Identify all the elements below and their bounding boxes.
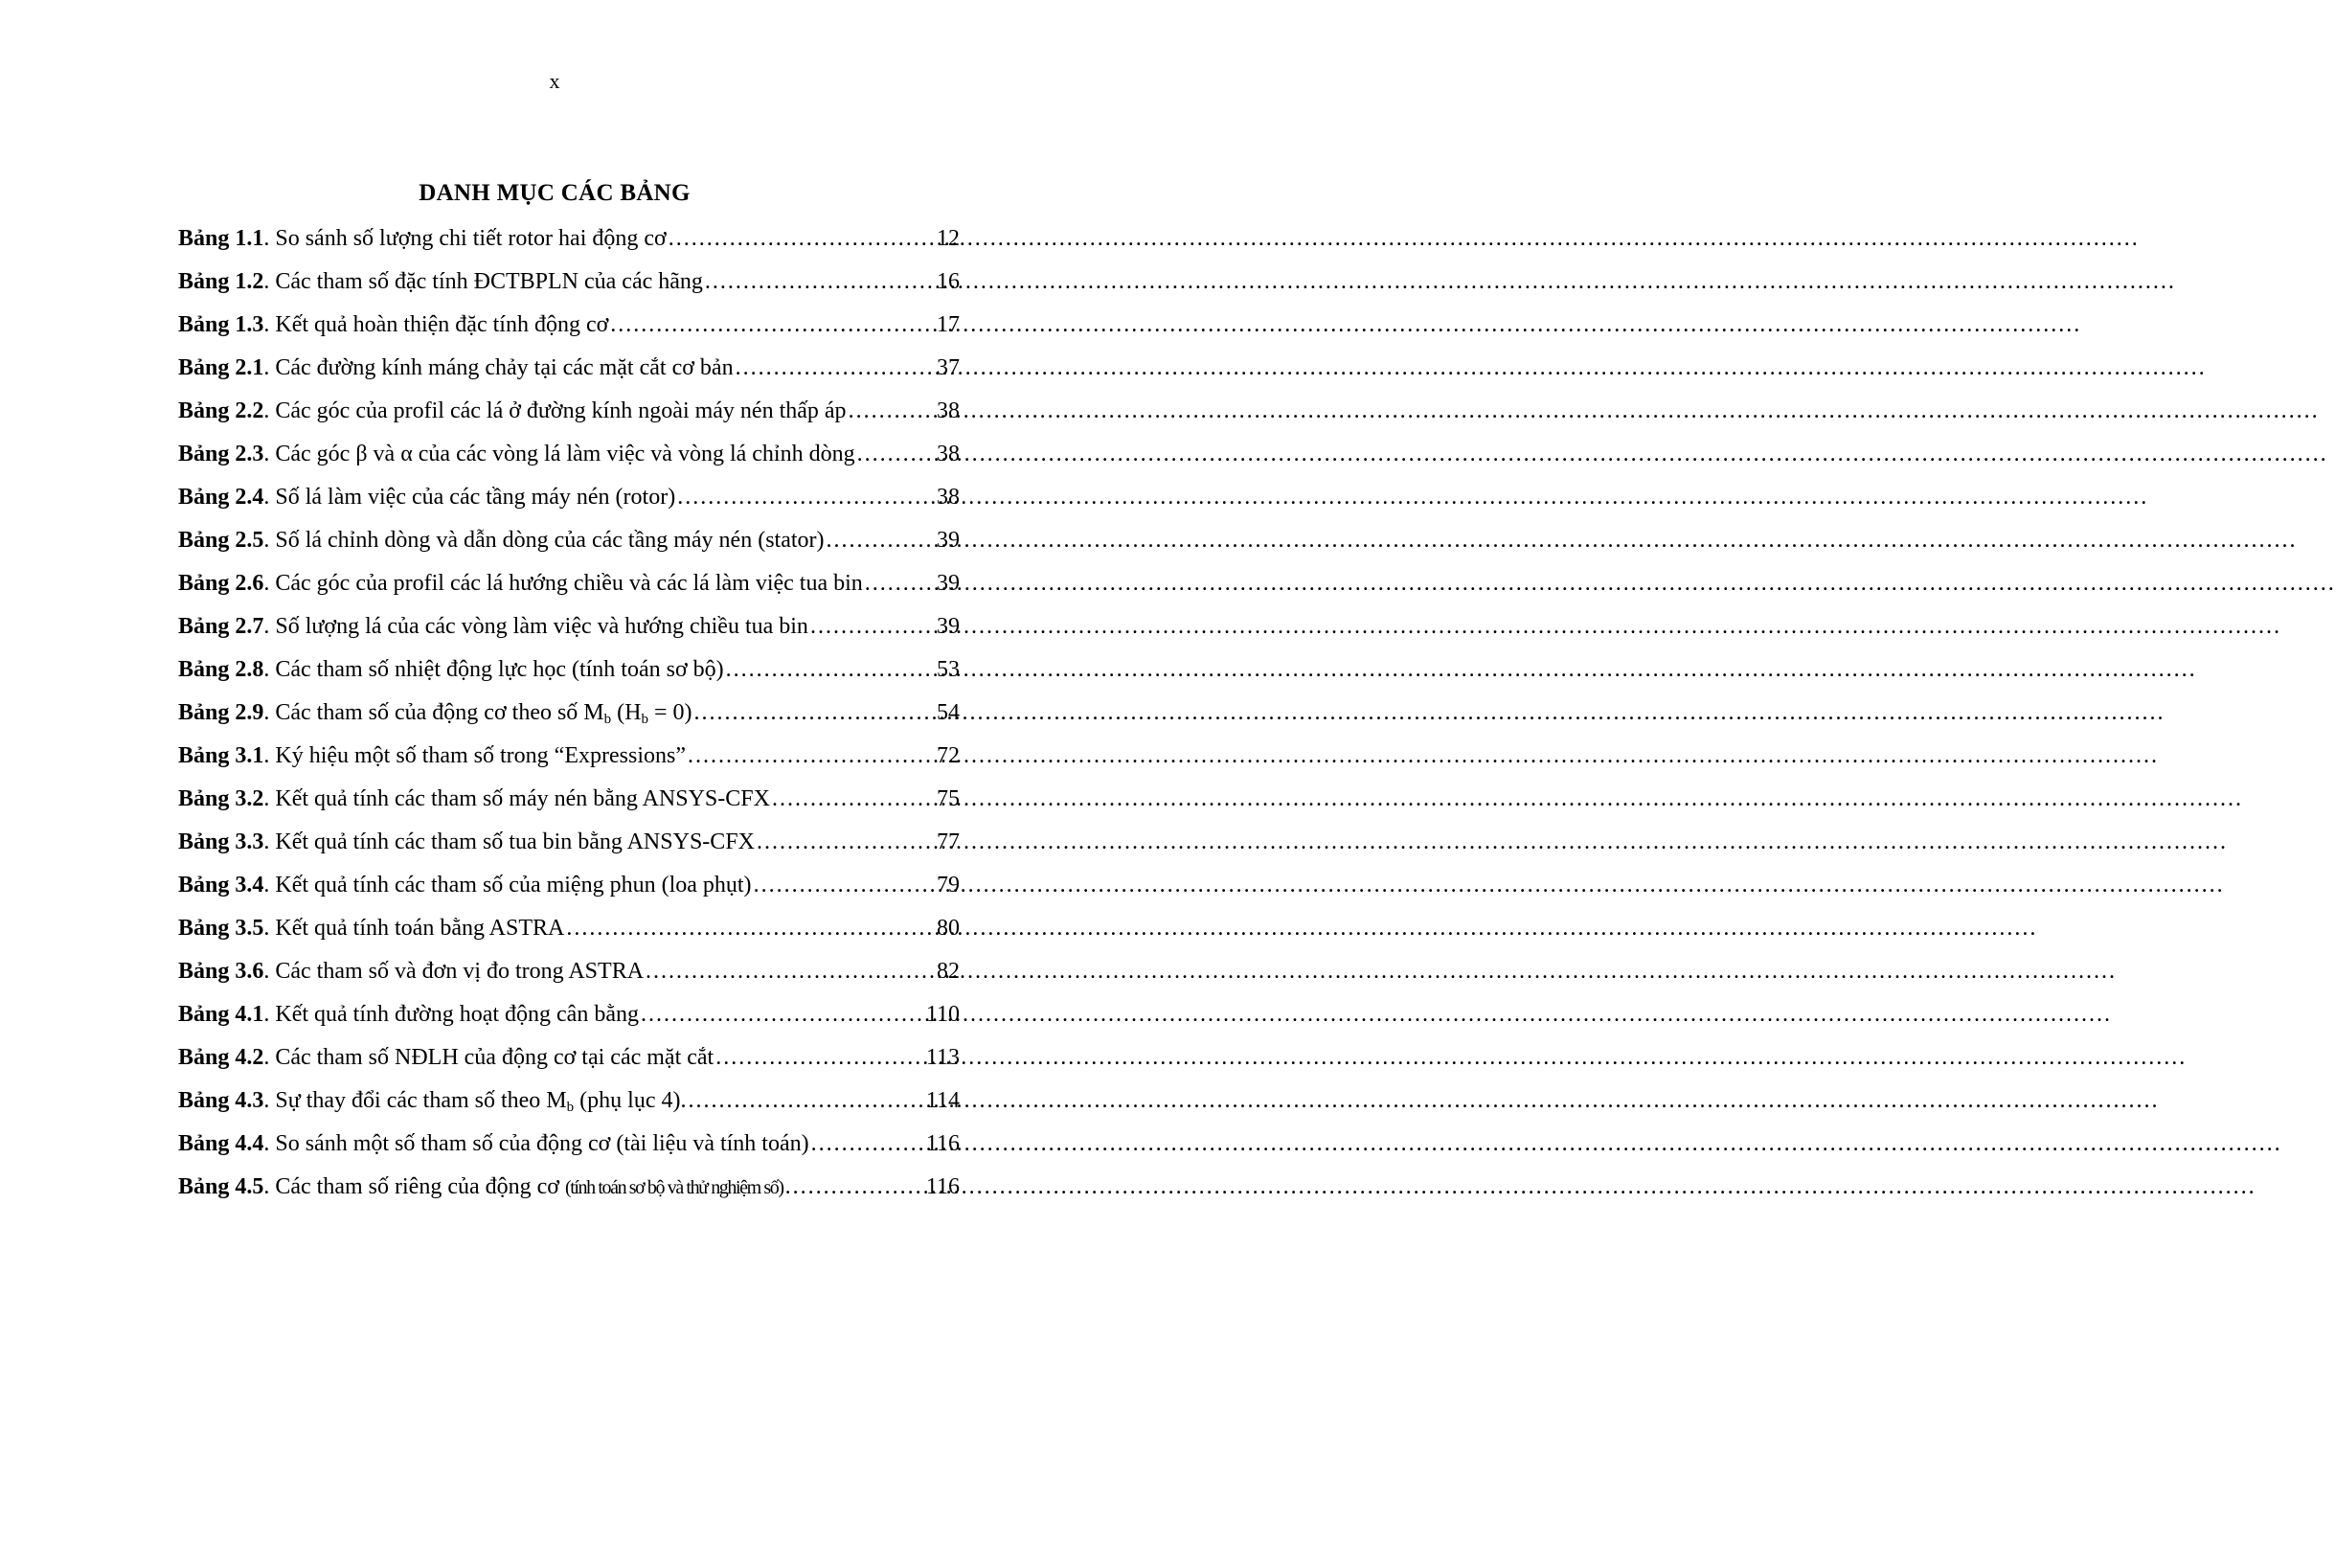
dot-leader bbox=[770, 778, 933, 821]
entry-label: Bảng 2.2 bbox=[178, 398, 264, 423]
entry-text: Các tham số và đơn vị đo trong ASTRA bbox=[275, 959, 645, 984]
entry-page: 38 bbox=[937, 398, 960, 423]
entry-page: 80 bbox=[937, 916, 960, 941]
dot-leader bbox=[724, 648, 933, 692]
entry-text-part: Các tham số riêng của động cơ bbox=[275, 1174, 565, 1199]
dot-leader bbox=[686, 1079, 921, 1123]
entry-text-part: Sự thay đổi các tham số theo M bbox=[275, 1088, 567, 1113]
dot-leader bbox=[644, 950, 933, 993]
dot-leader bbox=[703, 261, 933, 304]
dot-leader bbox=[847, 390, 933, 433]
entry-label: Bảng 4.5 bbox=[178, 1174, 264, 1199]
entry-text-part: (H bbox=[611, 700, 642, 725]
entry-page: 39 bbox=[937, 571, 960, 596]
toc-entry[interactable]: Bảng 4.5 . Các tham số riêng của động cơ (tính toán sơ bộ và thử nghiệm số) ..... 116 bbox=[178, 1166, 960, 1209]
entry-label: Bảng 4.3 bbox=[178, 1088, 264, 1113]
entry-label: Bảng 1.2 bbox=[178, 269, 264, 294]
entry-label: Bảng 4.2 bbox=[178, 1045, 264, 1070]
dot-leader bbox=[808, 605, 933, 648]
entry-text-part: (phụ lục 4). bbox=[574, 1088, 687, 1113]
entry-text-part: = 0) bbox=[647, 700, 692, 725]
entry-text: Các góc của profil các lá hướng chiều và các lá làm việc tua bin bbox=[275, 571, 863, 596]
toc-entry[interactable]: Bảng 1.1 . So sánh số lượng chi tiết rotor hai động cơ ..... 12 bbox=[178, 217, 960, 261]
entry-page: 54 bbox=[937, 700, 960, 725]
toc-entry[interactable]: Bảng 2.2 . Các góc của profil các lá ở đường kính ngoài máy nén thấp áp ..... 38 bbox=[178, 390, 960, 433]
entry-page: 38 bbox=[937, 442, 960, 466]
toc-entry[interactable]: Bảng 3.2 . Kết quả tính các tham số máy nén bằng ANSYS-CFX ..... 75 bbox=[178, 778, 960, 821]
dot-leader bbox=[564, 907, 933, 950]
entry-label: Bảng 3.5 bbox=[178, 916, 264, 941]
entry-page: 77 bbox=[937, 829, 960, 854]
page-title: DANH MỤC CÁC BẢNG bbox=[419, 180, 691, 206]
dot-leader bbox=[825, 519, 933, 562]
entry-label: Bảng 1.1 bbox=[178, 226, 264, 251]
toc-entry[interactable]: Bảng 2.5 . Số lá chỉnh dòng và dẫn dòng của các tầng máy nén (stator) ..... 39 bbox=[178, 519, 960, 562]
toc-entry[interactable]: Bảng 2.4 . Số lá làm việc của các tầng máy nén (rotor) ..... 38 bbox=[178, 476, 960, 519]
entry-label: Bảng 1.3 bbox=[178, 312, 264, 337]
dot-leader bbox=[608, 304, 933, 347]
entry-text: Các tham số đặc tính ĐCTBPLN của các hãng bbox=[275, 269, 703, 294]
entry-label: Bảng 2.5 bbox=[178, 528, 264, 553]
entry-page: 37 bbox=[937, 355, 960, 380]
subscript: b bbox=[566, 1100, 575, 1115]
entry-text bbox=[275, 1166, 782, 1210]
entry-label: Bảng 2.7 bbox=[178, 614, 264, 639]
entry-label: Bảng 2.3 bbox=[178, 442, 264, 466]
dot-leader bbox=[863, 562, 933, 605]
dot-leader bbox=[639, 993, 922, 1036]
dot-leader bbox=[752, 864, 933, 907]
toc-entry[interactable]: Bảng 4.2 . Các tham số NĐLH của động cơ tại các mặt cắt ..... 113 bbox=[178, 1036, 960, 1079]
toc-entry[interactable]: Bảng 4.1 . Kết quả tính đường hoạt động cân bằng ..... 110 bbox=[178, 993, 960, 1036]
dot-leader bbox=[783, 1166, 922, 1209]
toc-entry[interactable]: Bảng 4.4 . So sánh một số tham số của động cơ (tài liệu và tính toán) ..... 116 bbox=[178, 1123, 960, 1166]
condensed-text: (tính toán sơ bộ và thử nghiệm số) bbox=[564, 1177, 783, 1198]
entry-page: 16 bbox=[937, 269, 960, 294]
dot-leader bbox=[667, 217, 933, 261]
entry-text: Kết quả tính các tham số của miệng phun (loa phụt) bbox=[275, 873, 752, 898]
entry-page: 79 bbox=[937, 873, 960, 898]
toc-entry[interactable]: Bảng 3.3 . Kết quả tính các tham số tua bin bằng ANSYS-CFX ..... 77 bbox=[178, 821, 960, 864]
entry-label: Bảng 2.6 bbox=[178, 571, 264, 596]
entry-page: 116 bbox=[925, 1131, 960, 1156]
entry-text: Các tham số NĐLH của động cơ tại các mặt cắt bbox=[275, 1045, 714, 1070]
toc-entry[interactable]: Bảng 3.6 . Các tham số và đơn vị đo trong ASTRA ..... 82 bbox=[178, 950, 960, 993]
entry-page: 39 bbox=[937, 614, 960, 639]
entry-text: So sánh một số tham số của động cơ (tài liệu và tính toán) bbox=[275, 1131, 809, 1156]
toc-entry[interactable]: Bảng 2.9 . Các tham số của động cơ theo số $M_b$ $(H_b = 0)$ ..... 54 bbox=[178, 692, 960, 735]
entry-text: Kết quả tính các tham số máy nén bằng ANSYS-CFX bbox=[275, 786, 770, 811]
entry-page: 12 bbox=[937, 226, 960, 251]
toc-entry[interactable]: Bảng 3.1 . Ký hiệu một số tham số trong “Expressions” ..... 72 bbox=[178, 735, 960, 778]
toc-entry[interactable]: Bảng 3.5 . Kết quả tính toán bằng ASTRA ..... 80 bbox=[178, 907, 960, 950]
entry-label: Bảng 3.6 bbox=[178, 959, 264, 984]
dot-leader bbox=[755, 821, 933, 864]
entry-text: Các đường kính máng chảy tại các mặt cắt cơ bản bbox=[275, 355, 734, 380]
toc-entry[interactable]: Bảng 2.1 . Các đường kính máng chảy tại các mặt cắt cơ bản ..... 37 bbox=[178, 347, 960, 390]
entry-page: 53 bbox=[937, 657, 960, 682]
subscript: b bbox=[603, 712, 612, 727]
entry-text: Các góc β và α của các vòng lá làm việc và vòng lá chỉnh dòng bbox=[275, 442, 855, 466]
document-page bbox=[0, 0, 1109, 1568]
dot-leader bbox=[855, 433, 933, 476]
page-number: x bbox=[549, 69, 560, 93]
entry-text: Ký hiệu một số tham số trong “Expressions” bbox=[275, 743, 686, 768]
entry-text: Kết quả tính các tham số tua bin bằng ANSYS-CFX bbox=[275, 829, 755, 854]
toc-entry[interactable]: Bảng 1.3 . Kết quả hoàn thiện đặc tính động cơ ..... 17 bbox=[178, 304, 960, 347]
toc-entry[interactable]: Bảng 2.7 . Số lượng lá của các vòng làm việc và hướng chiều tua bin ..... 39 bbox=[178, 605, 960, 648]
entry-label: Bảng 3.2 bbox=[178, 786, 264, 811]
entry-page: 82 bbox=[937, 959, 960, 984]
dot-leader bbox=[692, 692, 933, 735]
entry-text: Kết quả tính toán bằng ASTRA bbox=[275, 916, 565, 941]
entry-label: Bảng 2.9 bbox=[178, 700, 264, 725]
toc-entry[interactable]: Bảng 1.2 . Các tham số đặc tính ĐCTBPLN của các hãng ..... 16 bbox=[178, 261, 960, 304]
toc-entry[interactable]: Bảng 2.3 . Các góc β và α của các vòng lá làm việc và vòng lá chỉnh dòng ..... 38 bbox=[178, 433, 960, 476]
entry-label: Bảng 2.4 bbox=[178, 485, 264, 510]
entry-label: Bảng 3.1 bbox=[178, 743, 264, 768]
entry-label: Bảng 3.4 bbox=[178, 873, 264, 898]
toc-entry[interactable]: Bảng 2.8 . Các tham số nhiệt động lực học (tính toán sơ bộ) ..... 53 bbox=[178, 648, 960, 692]
dot-leader bbox=[675, 476, 933, 519]
entry-page: 38 bbox=[937, 485, 960, 510]
entry-page: 72 bbox=[937, 743, 960, 768]
entry-page: 116 bbox=[925, 1174, 960, 1199]
entry-text-part: Các tham số của động cơ theo số M bbox=[275, 700, 604, 725]
entry-text: Số lượng lá của các vòng làm việc và hướng chiều tua bin bbox=[275, 614, 808, 639]
subscript: b bbox=[641, 712, 648, 727]
entry-label: Bảng 2.8 bbox=[178, 657, 264, 682]
entry-label: Bảng 4.1 bbox=[178, 1002, 264, 1027]
entry-text: Kết quả hoàn thiện đặc tính động cơ bbox=[275, 312, 609, 337]
entry-text: So sánh số lượng chi tiết rotor hai động cơ bbox=[275, 226, 667, 251]
entry-page: 75 bbox=[937, 786, 960, 811]
toc-entry[interactable]: Bảng 4.3 . Sự thay đổi các tham số theo $M_b$ (phụ lục 4). ..... 114 bbox=[178, 1079, 960, 1123]
toc-entry[interactable]: Bảng 3.4 . Kết quả tính các tham số của miệng phun (loa phụt) ..... 79 bbox=[178, 864, 960, 907]
toc-entry[interactable]: Bảng 2.6 . Các góc của profil các lá hướng chiều và các lá làm việc tua bin ..... 39 bbox=[178, 562, 960, 605]
entry-label: Bảng 4.4 bbox=[178, 1131, 264, 1156]
entry-page: 39 bbox=[937, 528, 960, 553]
entry-text: Các tham số nhiệt động lực học (tính toán sơ bộ) bbox=[275, 657, 724, 682]
entry-text: Số lá chỉnh dòng và dẫn dòng của các tầng máy nén (stator) bbox=[275, 528, 825, 553]
dot-leader bbox=[734, 347, 933, 390]
entry-label: Bảng 3.3 bbox=[178, 829, 264, 854]
entry-text: Kết quả tính đường hoạt động cân bằng bbox=[275, 1002, 639, 1027]
entry-page: 113 bbox=[925, 1045, 960, 1070]
dot-leader bbox=[714, 1036, 922, 1079]
table-list bbox=[178, 217, 960, 1209]
entry-text: Số lá làm việc của các tầng máy nén (rotor) bbox=[275, 485, 676, 510]
entry-label: Bảng 2.1 bbox=[178, 355, 264, 380]
entry-page: 114 bbox=[925, 1088, 960, 1113]
entry-page: 110 bbox=[925, 1002, 960, 1027]
dot-leader bbox=[809, 1123, 922, 1166]
entry-text: Các góc của profil các lá ở đường kính ngoài máy nén thấp áp bbox=[275, 398, 847, 423]
entry-page: 17 bbox=[937, 312, 960, 337]
dot-leader bbox=[686, 735, 933, 778]
